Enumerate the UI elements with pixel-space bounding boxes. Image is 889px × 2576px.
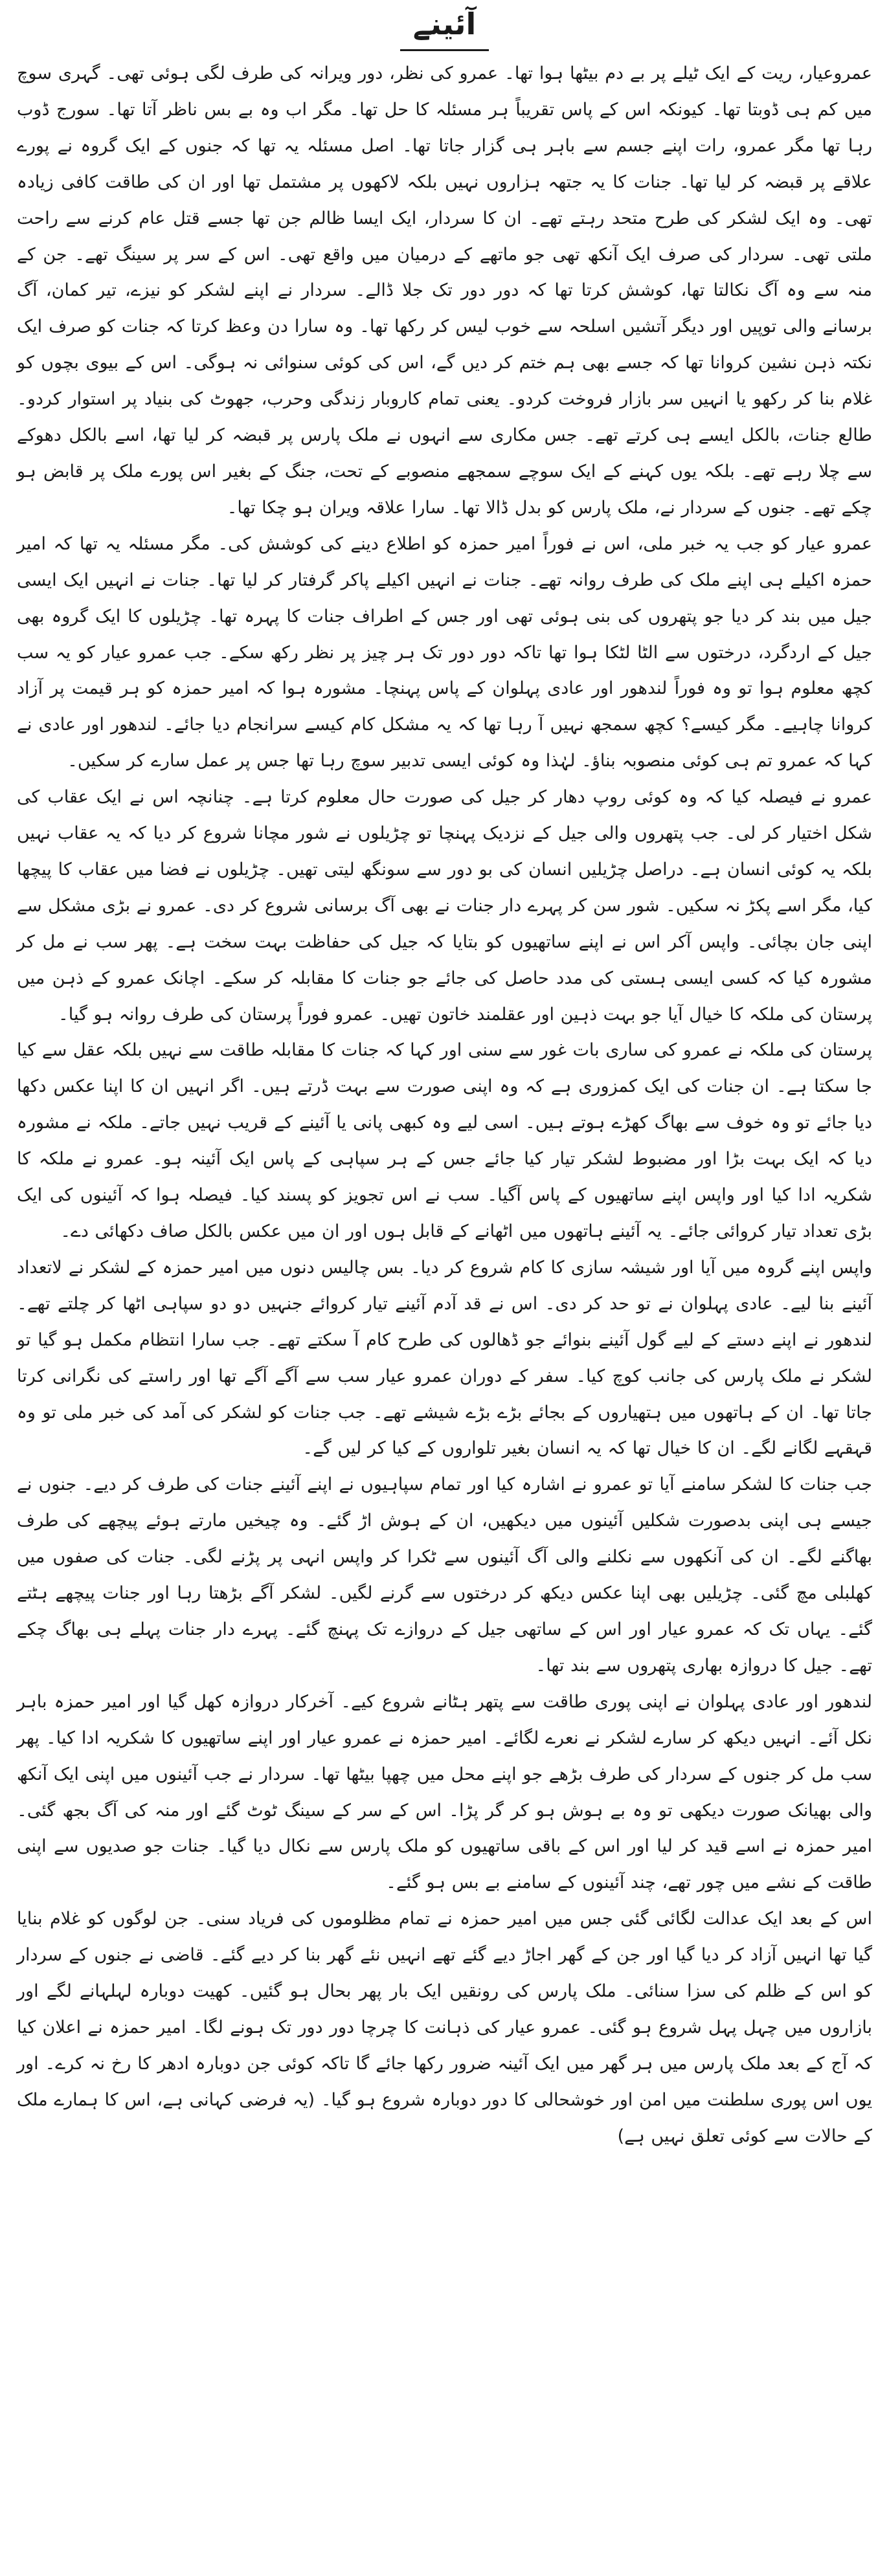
title-area (17, 0, 872, 56)
article-paragraph-8: اس کے بعد ایک عدالت لگائی گئی جس میں امیر حمزہ نے تمام مظلوموں کی فریاد سنی۔ جن لوگوں کو غلام بنایا گیا تھا انہیں آزاد کر دیا گیا اور جن کے گھر اجاڑ دیے گئے تھے انہیں نئے گھر بنا کر دیے گئے۔ قاضی نے جنوں کے سردار کو اس کے ظلم کی سزا سنائی۔ ملک پارس کی رونقیں ایک بار پھر بحال ہو گئیں۔ کھیت دوبارہ لہلہانے لگے اور بازاروں میں چہل پہل شروع ہو گئی۔ عمرو عیار کی ذہانت کا چرچا دور دور تک ہونے لگا۔ امیر حمزہ نے اعلان کیا کہ آج کے بعد ملک پارس میں ہر گھر میں ایک آئینہ ضرور رکھا جائے گا تاکہ کوئی جن دوبارہ ادھر کا رخ نہ کرے۔ اور یوں اس پوری سلطنت میں امن اور خوشحالی کا دور دوبارہ شروع ہو گیا۔ (یہ فرضی کہانی ہے، اس کا ہمارے ملک کے حالات سے کوئی تعلق نہیں ہے) (17, 1909, 872, 2146)
article-body (17, 56, 872, 2155)
article-paragraph-4: پرستان کی ملکہ نے عمرو کی ساری بات غور سے سنی اور کہا کہ جنات کا مقابلہ طاقت سے نہیں بلکہ عقل سے کیا جا سکتا ہے۔ ان جنات کی ایک کمزوری ہے کہ وہ اپنی صورت سے بہت ڈرتے ہیں۔ اگر انہیں ان کا اپنا عکس دکھا دیا جائے تو وہ خوف سے بھاگ کھڑے ہوتے ہیں۔ اسی لیے وہ کبھی پانی یا آئینے کے قریب نہیں جاتے۔ ملکہ نے مشورہ دیا کہ ایک بہت بڑا اور مضبوط لشکر تیار کیا جائے جس کے ہر سپاہی کے پاس ایک آئینہ ہو۔ عمرو نے ملکہ کا شکریہ ادا کیا اور واپس اپنے ساتھیوں کے پاس آگیا۔ سب نے اس تجویز کو پسند کیا۔ فیصلہ ہوا کہ آئینوں کی ایک بڑی تعداد تیار کروائی جائے۔ یہ آئینے ہاتھوں میں اٹھانے کے قابل ہوں اور ان میں عکس بالکل صاف دکھائی دے۔ (17, 1040, 872, 1241)
article-paragraph-7: لندھور اور عادی پہلوان نے اپنی پوری طاقت سے پتھر ہٹانے شروع کیے۔ آخرکار دروازہ کھل گیا اور امیر حمزہ باہر نکل آئے۔ انہیں دیکھ کر سارے لشکر نے نعرے لگائے۔ امیر حمزہ نے عمرو عیار اور اپنے ساتھیوں کا شکریہ ادا کیا۔ پھر سب مل کر جنوں کے سردار کی طرف بڑھے جو اپنے محل میں چھپا بیٹھا تھا۔ سردار نے جب آئینوں میں اپنی ایک آنکھ والی بھیانک صورت دیکھی تو وہ بے ہوش ہو کر گر پڑا۔ اس کے سر کے سینگ ٹوٹ گئے اور منہ کی آگ بجھ گئی۔ امیر حمزہ نے اسے قید کر لیا اور اس کے باقی ساتھیوں کو ملک پارس سے نکال دیا گیا۔ جنات جو صدیوں سے اپنی طاقت کے نشے میں چور تھے، چند آئینوں کے سامنے بے بس ہو گئے۔ (17, 1691, 872, 1893)
article-paragraph-3: عمرو نے فیصلہ کیا کہ وہ کوئی روپ دھار کر جیل کی صورت حال معلوم کرتا ہے۔ چنانچہ اس نے ایک عقاب کی شکل اختیار کر لی۔ جب پتھروں والی جیل کے نزدیک پہنچا تو چڑیلوں نے شور مچانا شروع کر دیا کہ یہ عقاب نہیں بلکہ یہ کوئی انسان ہے۔ دراصل چڑیلیں انسان کی بو دور سے سونگھ لیتی تھیں۔ چڑیلوں نے فضا میں عقاب کا پیچھا کیا، مگر اسے پکڑ نہ سکیں۔ شور سن کر پہرے دار جنات نے بھی آگ برسانی شروع کر دی۔ عمرو نے بڑی مشکل سے اپنی جان بچائی۔ واپس آکر اس نے اپنے ساتھیوں کو بتایا کہ جیل کی حفاظت بہت سخت ہے۔ پھر سب نے مل کر مشورہ کیا کہ کسی ایسی ہستی کی مدد حاصل کی جائے جو جنات کا مقابلہ کر سکے۔ اچانک عمرو کے ذہن میں پرستان کی ملکہ کا خیال آیا جو بہت ذہین اور عقلمند خاتون تھیں۔ عمرو فوراً پرستان کی طرف روانہ ہو گیا۔ (17, 787, 872, 1025)
article-paragraph-1: عمروعیار، ریت کے ایک ٹیلے پر بے دم بیٹھا ہوا تھا۔ عمرو کی نظر، دور ویرانہ کی طرف لگی ہوئی تھی۔ گہری سوچ میں کم ہی ڈوبتا تھا۔ کیونکہ اس کے پاس تقریباً ہر مسئلہ کا حل تھا۔ مگر اب وہ بے بس ناظر آتا تھا۔ سورج ڈوب رہا تھا مگر عمرو، رات اپنے جسم سے باہر ہی گزار جاتا تھا۔ اصل مسئلہ یہ تھا کہ جنوں کے ایک گروہ نے پورے علاقے پر قبضہ کر لیا تھا۔ جنات کا یہ جتھہ ہزاروں نہیں بلکہ لاکھوں پر مشتمل تھا اور ان کی طاقت کافی زیادہ تھی۔ وہ ایک لشکر کی طرح متحد رہتے تھے۔ ان کا سردار، ایک ایسا ظالم جن تھا جسے قتل عام کرنے سے راحت ملتی تھی۔ سردار کی صرف ایک آنکھ تھی جو ماتھے کے درمیان میں واقع تھی۔ اس کے سر پر سینگ تھے۔ جن کے منہ سے وہ آگ نکالتا تھا، کوشش کرتا تھا کہ دور دور تک جلا ڈالے۔ سردار نے اپنے لشکر کو نیزے، تیر کمان، آگ برسانے والی توپیں اور دیگر آتشیں اسلحہ سے خوب لیس کر رکھا تھا۔ وہ سارا دن وعظ کرتا کہ جنات کو صرف ایک نکتہ ذہن نشین کروانا تھا کہ جسے بھی ہم ختم کر دیں گے، اس کی کوئی سنوائی نہ ہوگی۔ اس کے بیوی بچوں کو غلام بنا کر رکھو یا انہیں سر بازار فروخت کردو۔ یعنی تمام کاروبار زندگی وحرب، جھوٹ کی بنیاد پر استوار کردو۔ طالع جنات، بالکل ایسے ہی کرتے تھے۔ جس مکاری سے انہوں نے ملک پارس پر قبضہ کر لیا تھا، اسے بالکل دھوکے سے چلا رہے تھے۔ بلکہ یوں کہنے کے ایک سوچے سمجھے منصوبے کے تحت، جنگ کے بغیر اس پورے ملک پر قابض ہو چکے تھے۔ جنوں کے سردار نے، ملک پارس کو بدل ڈالا تھا۔ سارا علاقہ ویران ہو چکا تھا۔ (17, 63, 872, 518)
article-paragraph-6: جب جنات کا لشکر سامنے آیا تو عمرو نے اشارہ کیا اور تمام سپاہیوں نے اپنے آئینے جنات کی طرف کر دیے۔ جنوں نے جیسے ہی اپنی بدصورت شکلیں آئینوں میں دیکھیں، ان کے ہوش اڑ گئے۔ وہ چیخیں مارتے ہوئے پیچھے کی طرف بھاگنے لگے۔ ان کی آنکھوں سے نکلنے والی آگ آئینوں سے ٹکرا کر واپس انہی پر پڑنے لگی۔ جنات کی صفوں میں کھلبلی مچ گئی۔ چڑیلیں بھی اپنا عکس دیکھ کر درختوں سے گرنے لگیں۔ لشکر آگے بڑھتا رہا اور جنات پیچھے ہٹتے گئے۔ یہاں تک کہ عمرو عیار اور اس کے ساتھی جیل کے دروازے تک پہنچ گئے۔ پہرے دار جنات پہلے ہی بھاگ چکے تھے۔ جیل کا دروازہ بھاری پتھروں سے بند تھا۔ (17, 1474, 872, 1676)
article-paragraph-5: واپس اپنے گروہ میں آیا اور شیشہ سازی کا کام شروع کر دیا۔ بس چالیس دنوں میں امیر حمزہ کے لشکر نے لاتعداد آئینے بنا لیے۔ عادی پہلوان نے تو حد کر دی۔ اس نے قد آدم آئینے تیار کروائے جنہیں دو دو سپاہی اٹھا کر چلتے تھے۔ لندھور نے اپنے دستے کے لیے گول آئینے بنوائے جو ڈھالوں کی طرح کام آ سکتے تھے۔ جب سارا انتظام مکمل ہو گیا تو لشکر نے ملک پارس کی جانب کوچ کیا۔ سفر کے دوران عمرو عیار سب سے آگے آگے تھا اور راستے کی نگرانی کرتا جاتا تھا۔ ان کے ہاتھوں میں ہتھیاروں کے بجائے بڑے بڑے شیشے تھے۔ جب جنات کو لشکر کی آمد کی خبر ملی تو وہ قہقہے لگانے لگے۔ ان کا خیال تھا کہ یہ انسان بغیر تلواروں کے کیا کر لیں گے۔ (17, 1257, 872, 1459)
article-title: آئینے (400, 3, 490, 51)
article-paragraph-2: عمرو عیار کو جب یہ خبر ملی، اس نے فوراً امیر حمزہ کو اطلاع دینے کی کوشش کی۔ مگر مسئلہ یہ تھا کہ امیر حمزہ اکیلے ہی اپنے ملک کی طرف روانہ تھے۔ جنات نے انہیں اکیلے پاکر گرفتار کر لیا تھا۔ جنات نے انہیں ایک ایسی جیل میں بند کر دیا جو پتھروں کی بنی ہوئی تھی اور جس کے اطراف جنات کا پہرہ تھا۔ چڑیلوں کا ایک گروہ بھی جیل کے اردگرد، درختوں سے الٹا لٹکا ہوا تھا تاکہ دور دور تک ہر چیز پر نظر رکھ سکے۔ جب عمرو عیار کو یہ سب کچھ معلوم ہوا تو وہ فوراً لندھور اور عادی پہلوان کے پاس پہنچا۔ مشورہ ہوا کہ امیر حمزہ کو ہر قیمت پر آزاد کروانا چاہیے۔ مگر کیسے؟ کچھ سمجھ نہیں آ رہا تھا کہ یہ مشکل کام کیسے سرانجام دیا جائے۔ لندھور اور عادی نے کہا کہ عمرو تم ہی کوئی منصوبہ بناؤ۔ لہٰذا وہ کوئی ایسی تدبیر سوچ رہا تھا جس پر عمل سارے کر سکیں۔ (17, 533, 872, 772)
